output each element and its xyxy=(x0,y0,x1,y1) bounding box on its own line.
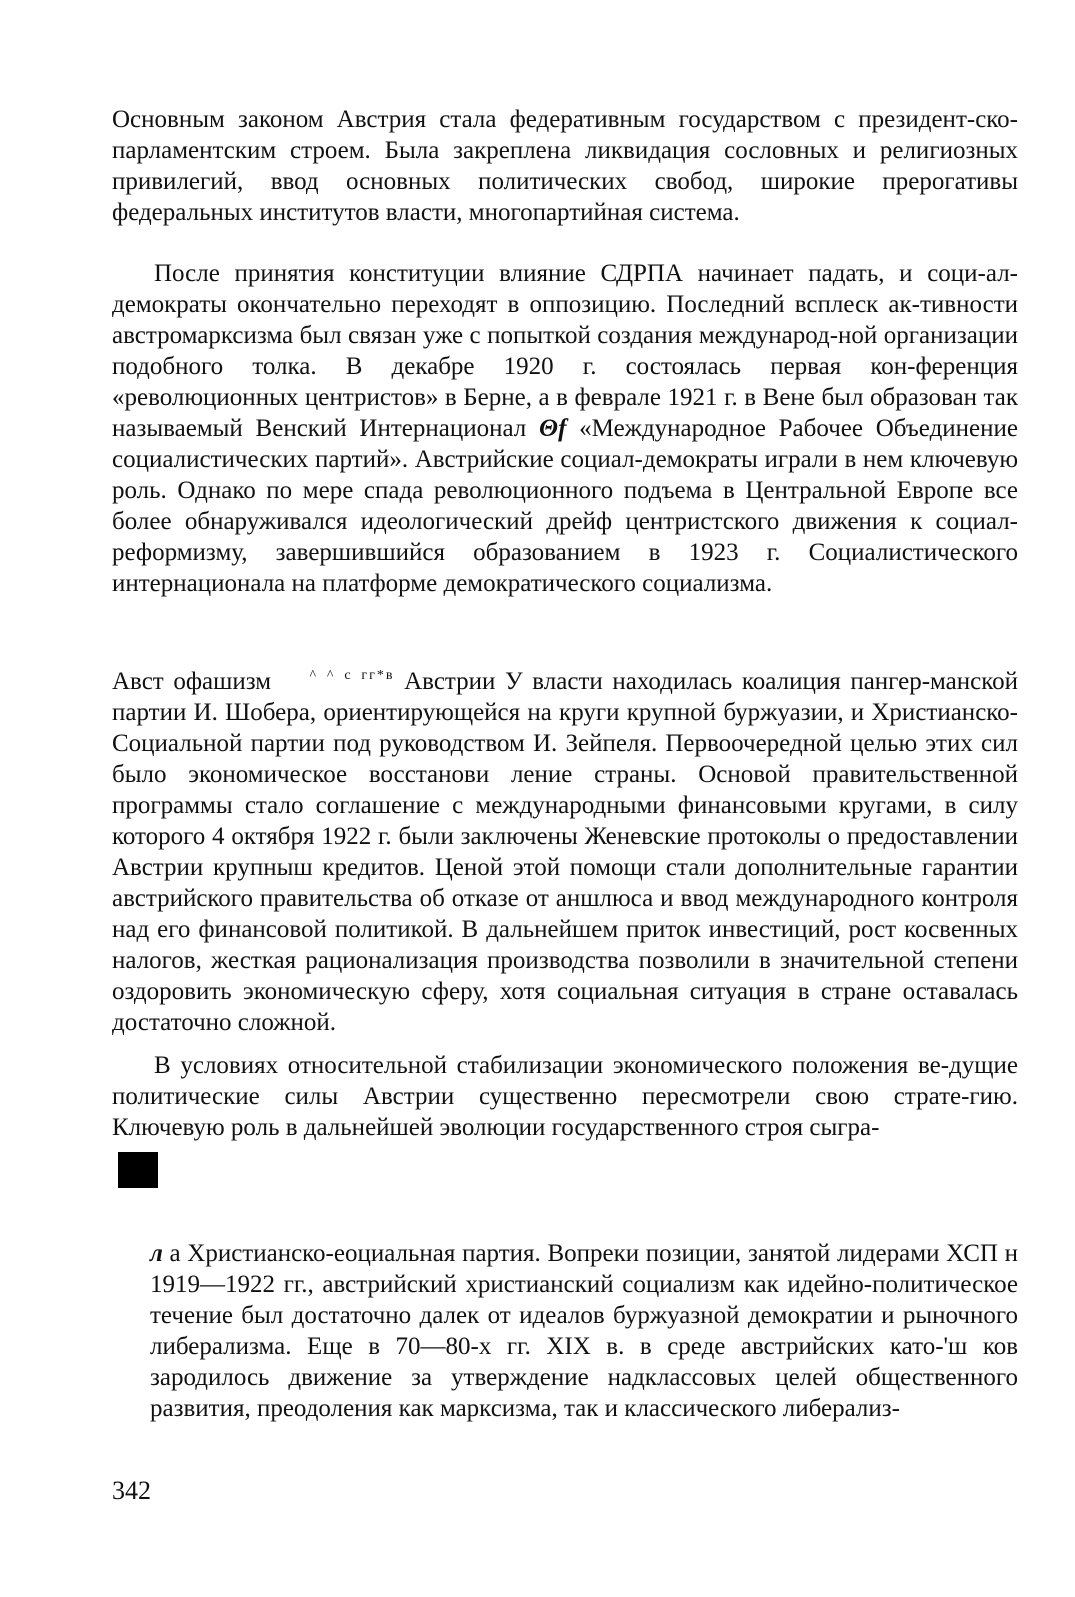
paragraph-text xyxy=(112,660,1018,1038)
paragraph-text: Основным законом Австрия стала федеративным государством с президент-ско-парламентским строем. Была закреплена ликвидация сословных и религиозных привилегий, ввод основных политических свобод, широкие прерогативы федеральных институтов власти, многопартийная система. xyxy=(112,106,1018,226)
paragraph-austrofascism xyxy=(112,660,1018,1038)
paragraph-text-part: а Христианско-еоциальная партия. Вопреки позиции, занятой лидерами ХСП н 1919—1922 гг., австрийский христианский социализм как идейно-политическое течение был достаточно далек от идеалов буржуазной демократии и рыночного либерализма. Еще в 70—80-х гг. XIX в. в среде австрийских като-'ш ков зародилось движение за утверждение надклассовых целей общественного развития, преодоления как марксизма, так и классического либерализ- xyxy=(150,1240,1018,1422)
paragraph-constitution xyxy=(112,104,1018,228)
paragraph-text xyxy=(112,258,1018,599)
page-number: 342 xyxy=(112,1476,151,1505)
paragraph-text-part: «Международное Рабочее Объединение социалистических партий». Австрийские социал-демократы играли в нем ключевую роль. Однако по мере спада революционного подъема в Центральной Европе все более обнаруживался идеологический дрейф центристского движения к социал-реформизму, завершившийся образованием в 1923 г. Социалистического интернационала на платформе демократического социализма. xyxy=(112,415,1018,597)
paragraph-text-part: Австрии У власти находилась коалиция пангер-манской партии И. Шобера, ориентирующейся на круги крупной буржуазии, и Христианско-Социальной партии под руководством И. Зейпеля. Первоочередной целью этих сил было экономическое восстанови ление страны. Основой правительственной программы стало соглашение с международными финансовыми кругами, в силу которого 4 октября 1922 г. были заключены Женевские протоколы о предоставлении Австрии крупныш кредитов. Ценой этой помощи стали дополнительные гарантии австрийского правительства об отказе от аншлюса и ввод международного контроля над его финансовой политикой. В дальнейшем приток инвестиций, рост косвенных налогов, жесткая рационализация производства позволили в значительной степени оздоровить экономическую сферу, хотя социальная ситуация в стране оставалась достаточно сложной. xyxy=(112,668,1019,1036)
paragraph-text xyxy=(150,1238,1018,1424)
ocr-symbol: Θf xyxy=(539,415,567,442)
black-square-mark xyxy=(118,1152,158,1188)
paragraph-lead: Авст офашизм xyxy=(112,668,272,695)
paragraph-text-part: После принятия конституции влияние СДРПА начинает падать, и соци-ал-демократы окончательно переходят в оппозицию. Последний всплеск ак-тивности австромарксизма был связан уже с попыткой создания международ-ной организации подобного толка. В декабре 1920 г. состоялась первая кон-ференция «революционных центристов» в Берне, а в феврале 1921 г. в Вене был образован так называемый Венский Интернационал xyxy=(112,260,1018,442)
ocr-garbled-marks: ^ ^ с гг*в xyxy=(309,668,395,683)
paragraph-vienna-international xyxy=(112,258,1018,599)
paragraph-christian-social xyxy=(150,1238,1018,1424)
paragraph-text: В условиях относительной стабилизации экономического положения ве-дущие политические силы Австрии существенно пересмотрели свою страте-гию. Ключевую роль в дальнейшей эволюции государственного строя сыгра- xyxy=(112,1052,1018,1141)
ocr-lead-glyph: л xyxy=(150,1240,163,1267)
paragraph-stabilization xyxy=(112,1050,1018,1143)
